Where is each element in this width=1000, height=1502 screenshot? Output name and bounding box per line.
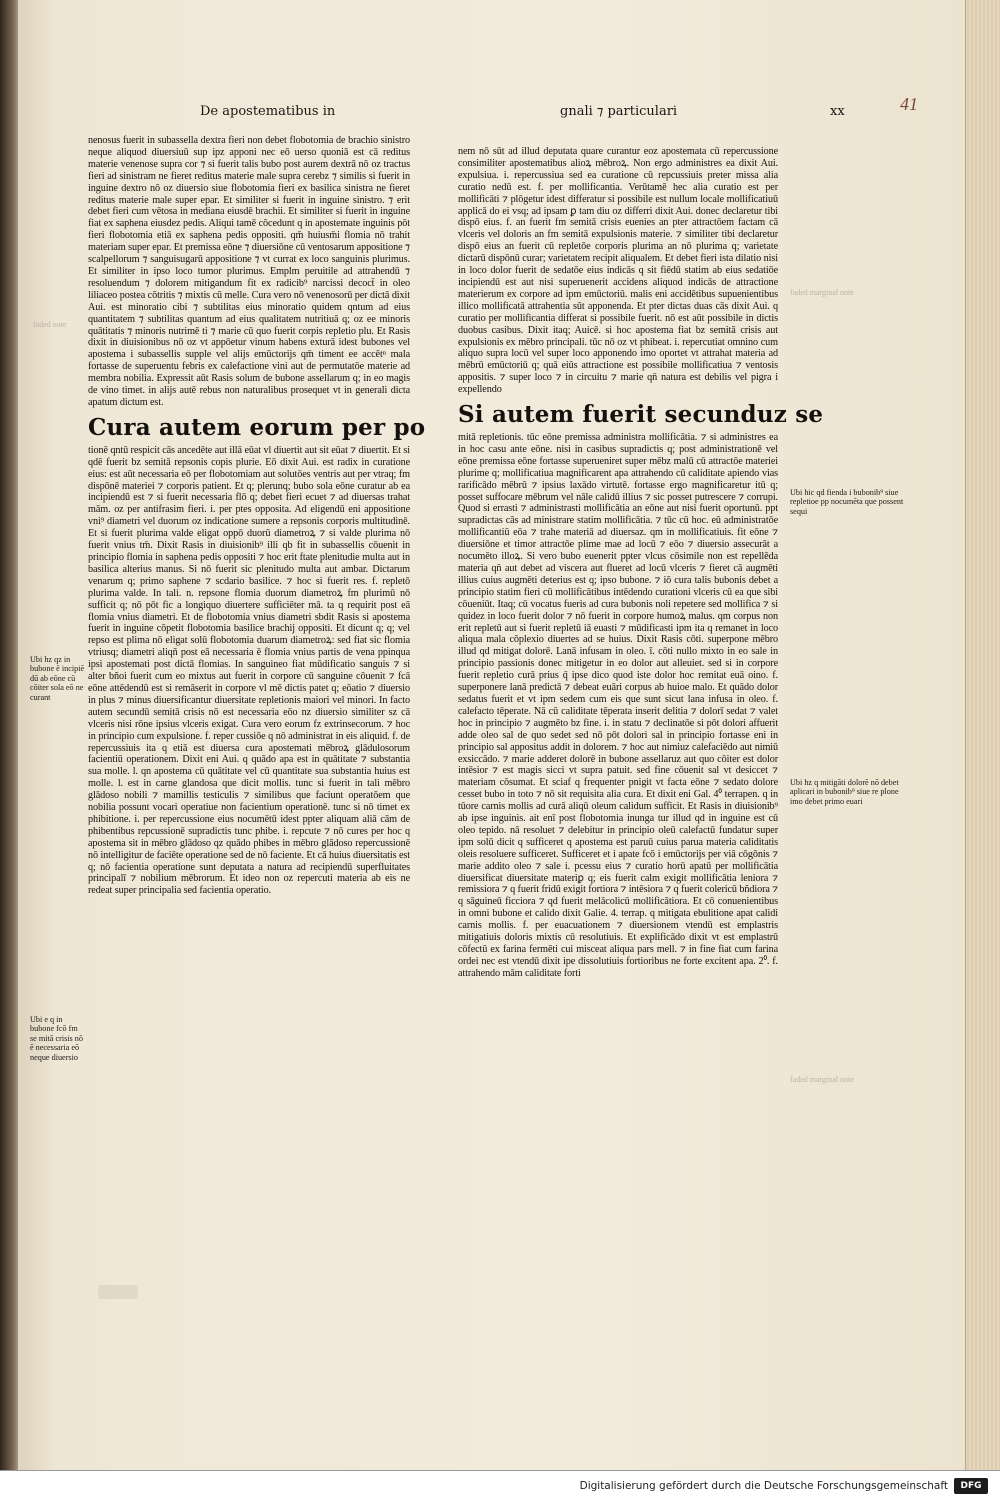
faded-marginal-note-3: faded note bbox=[33, 320, 67, 329]
header-left: De apostematibus in bbox=[200, 104, 336, 119]
running-header bbox=[0, 104, 1000, 128]
left-text-column bbox=[88, 135, 426, 1305]
faded-marginal-note-1: faded marginal note bbox=[790, 288, 854, 297]
left-paragraph-2: tionē qntū respicit cās ancedēte aut illā eūat vl diuertit aut sit eūat ⁊ diuertit. Et si qdē fuerit bz semitā repsonis copis plurie. Eō dixit Aui. est radix in curatione eius: est aūt necessaria eō per flobotomiam aut solutōes ventris aut per vtraq; fm dispōnē materiei ⁊ corporis patient. Et q; plerunq; bubo sola eōne curatur ab ea incipiendū est ⁊ si fuerit necessaria flō q; debet fieri ecuet ⁊ ad diuersas trahat mām. oz per antifrasim fieri. i. per ptes opposita. Ad eligendū eni appositione vni⁹ diametri vel duorum oz indicatione sumere a repsonis corporis multitudinē. Et si fuerit plurima valde eligat oppō duorū diametroꝝ ⁊ si valde plurima nō fuerit vnius tm̄. Dixit Rasis in diuisionib⁹ illi qb fit in subassellis cōuenit in principio flomia in saphena pedis oppositi ⁊ hoc erit ftate plenitudie multa aut in basilica alterius manus. Si nō fuerit sic plenitudo multa aut ambar. Dictarum venarum q; primo saphene ⁊ scdario basilice. ⁊ hoc si fuerit res. f. repletō plurima valde. In tali. n. repsone flomia duorum diametroꝝ fm plurimū nō sufficit q; nō pōt fic a longiquo diuertere sufficiēter mā. ta q requirit post eā flomia vnius diametri. Et de flobotomia vnius diametri sbdit Rasis si apostema fuerit in inguine cōpetit flobotomia basilice brachij oppositi. Et dicunt q; q; vel repso est plima nō eligat solū flobotomia duarum diametroꝝ: sed fiat sic flomia vtriusq; diametri aliqñ post eā necessaria ē flomia vnius partis de vena ppinqua ipsi apostemati post dictā flomias. In sanguineo fiat mūdificatio sanguis ⁊ si alter bñoi fuerit cum eo mixtus aut fuerit in corpore cū sanguine cōuenit ⁊ fcā eōne attēdendū est si remāserit in corpore vl mē dictis patet q; eōatio ⁊ diuersio in plus ⁊ minus diuersificantur diuersitate repletionis maiori vel minori. In facto autem secundū semitā crisis nō est necessaria eōo nz diuersio similiter sz cā vlceris nisi rōne ipsius vlceris exigat. Cura vero eorum fz extrinsecorum. ⁊ hoc in principio cum expulsione. f. reper cussiōe q nō administrat in eis aliquid. f. de repercussiuis ita q etiā est diuersa cura apostemati mēbroꝝ glādulosorum facientiū operationem. Dixit eni Aui. q quādo apa est in quātitate ⁊ substantia sua molle. l. qn apostema cū quātitate vel cū quantitate sua substantia huius est molle. l. est in carne glandosa que dicit mollis. tunc si fuerit in tali mēbro glādoso nobili ⁊ mamillis testiculis ⁊ similibus que faciunt operatōem que nobilia possunt vocari operatiue non facientium operationē. tunc si nō timet ex phibitione. i. per repercussione eius nocumētū idest ppter aliquam aliā cām de phibentibus repcussionē supradictis tunc phibe. i. repcute ⁊ nō cures per hoc q apostema sit in mēbro glādoso qz quādo phibes in mēbro glādoso repercussionē nō intelligitur de faciēte operatione sed de nō faciente. Et cā huius diuersitatis est q; nō facientia operatione sunt deputata a natura ad recipiendū superfluitates principalī ⁊ nobilium mēbrorum. Et ideo non oz repercuti materia ab eis ne redeat super principalia sed facientia operatio. bbox=[88, 444, 410, 897]
marginal-note-left-1: Ubi hz qz in bubone ē incipiē dū ab eōne cū cōiter sola eō ne curant bbox=[30, 655, 85, 702]
folio-number: 41 bbox=[900, 94, 918, 114]
faded-marginal-note-2: faded marginal note bbox=[790, 1075, 854, 1084]
marginal-note-right-1: Ubi hic qd fienda i bubonib⁹ siue repletioe pp nocumēta que possent sequi bbox=[790, 488, 904, 516]
right-section-heading: Si autem fuerit secunduz se bbox=[458, 401, 824, 429]
footer-credit: Digitalisierung gefördert durch die Deutsche Forschungsgemeinschaft bbox=[579, 1480, 948, 1492]
right-paragraph-2: mitā repletionis. tūc eōne premissa administra mollificātia. ⁊ si administres ea in hoc casu ante eōne. nisi in casibus supradictis q; post administrationē vel eōne premissa eōne fortasse superueniret super mēbz malū cū attractōe materiei plurime q; mollificatiua magnificarent apa attrahendo cū caliditate apiendo vias rarificādo mēbrū ⁊ ipsius laxādo virtutē. fortasse ergo magnificaretur itū q; posset suffocare mēbrum vel nāle calidū illius ⁊ sic posset putrescere ⁊ corrupi. Quod si errasti ⁊ administrasti mollificātia an eōne aut nisi fuerit oportunū. ppt supradictas cās ad ministrare statim mollificātia. ⁊ tūc cū hoc. eū administratōe mollificantiū eōa ⁊ trahe materiā ad diuersaz. qm in mollificatiuis. fit eōne ⁊ diuersiōne et timor attractōe plime mae ad locū ⁊ eōo ⁊ diuersio assecurāt a nocumēto illoꝝ. Si vero bubo euenerit ppter vlcus cōsimile non est repellēda materia qn̄ aut debet ad viscera aut flueret ad locū vlceris ⁊ fieret cā augmēti illius cuius augmēti deterius est q; ipso bubone. ⁊ iō cura talis bubonis debet a principio statim fieri cū mollificātibus intēdendo curationi vlceris cū ea que sibi cōueniūt. Itaq; cū vocatus fueris ad cura bubonis noli repetere sed mollifica ⁊ si quidez in loco fuerit dolor ⁊ nō fuerit in corpore humoꝝ malus. qm corpus non erit repletū aut si fuerit repletū iā euasti ⁊ mūdificasti ipm ita q remanet in loco aliqua mala cōplexio diuertes ad se huius. Dixit Rasis cōti. superpone mēbro illud qd mitigat dolorē. Lanā infusam in oleo. ī. cōti nullo mixto in eo sale in principio passionis donec mitigetur in eo dolor aut alleuiet. sed si in corpore fuerit repletio curā prius q̄ ipse dico quod iste dolor hoc remitat euā oino. f. superponere lanā predictā ⁊ debeat euāri corpus ab huioe malo. Et quādo dolor sedatus fuerit et vt ipm sedem cum eis que sunt sicut lana infusa in oleo. f. calefacto tēperate. Nā cū caliditate tēperata inserit delitia ⁊ dolorī sedat ⁊ valet hoc in principio ⁊ augmēto bz fine. i. in statu ⁊ declinatōe si pōt dolori affuerit adde oleo sal de quo sedet sed nō pōt dolori sal in principio fortasse eni in principio sal appositus addit in dolorem. ⁊ hoc aut nimiuz calefaciēdo aut nimiū exsiccādo. ⁊ marie adderet dolorē in bubone assellaruz aut quo cōiter est dolor intēsior ⁊ est magis sicci vt supra patuit. sed fine cōuenit sal vt desiccet ⁊ materiam cōsumat. Et sciaf q frequenter pnigit vt facta eōne ⁊ sedato dolore cesset bubo in toto ⁊ nō sit requisita alia cura. Et dixit eni Gal. 4⁰ terrapen. q in tūore carnis mollis ad curā aliqū oleum calidum sufficit. Et Rasis in diuisionib⁹ ab ipse inguinis. ait enī post flobotomia inunga tur illud qd in inguine est cū oleo tepido. nā resoluet ⁊ delebitur in principio oleū calefactū fundatur super ipm solū dicit q sufficeret q apostema est paruū cuius parua materia caliditatis oleis resoluere sufficeret. Sufficeret et i apate fcō i emūctorijs per viā cōgōnis ⁊ marie addito oleo ⁊ sale i. pcessu eius ⁊ curatio horū apatū per mollificātia diuersificat diuersitate materiꝑ q; eis fuerit calm exigit mollificātia leniora ⁊ remissiora ⁊ q fuerit fridū exigit fortiora ⁊ intēsiora ⁊ q fuerit colericū bñdiora ⁊ q sāguineū ficciora ⁊ qd fuerit melācolicū mollificātiora. Et cō conuenientibus in omni bubone et calido dixit Galie. 4. terrap. q mitigata ebulitione apat calidi carnis mollis. f. per euacuationem ⁊ diuersionem vtendū est emplastris mitigatiuis doloris mixtis cū resolutiuis. Et explificādo dixit vt est emplastrū cōfectū ex farina fermēti cui misceat aliqua pars mell. ⁊ in fine fiat cum farina ordei nec est vtendū dixit ipe dissolutiuis fortioribus ne forte excitent apa. 2⁰. f. attrahendo mām caliditate forti bbox=[458, 432, 778, 979]
right-paragraph-1: nem nō sūt ad illud deputata quare curantur eoz apostemata cū repercussione consimiliter apostematibus alioꝝ mēbroꝝ. Non ergo administres ea dixit Aui. expulsiua. i. repercussiua sed ea curatione cū repcussiuis preter missa alia curatio nedū est. f. per mollificantia. Verūtamē hec alia curatio est per mollificāti ⁊ plōgetur idest differatur si possibile est nullum locale mollificatiuū applicā do ei vsq; ad ipsam ꝑ tam diu oz differri dixit Aui. donec declaretur tibi dispō eius. f. an fuerit fm semitā crisis euenies an pter attractōem factam cā vlceris vel doloris an fm semitā expulsionis materie. ⁊ similiter tibi declaretur dispō eius an fuerit cū repletōe corporis plurima an nō plurima q; varietate dictarū dispōnū curar; varietatem recipit aliqualem. Et debet fieri ista dilatio nisi in loco dolor fuerit de sedatōe eius indicās q sit fiēdū statim ab eius sedatiōe incipiendū est aut nisi superuenerit accidens aliquod indicās de attractione materierum ex corpore ad ipm emūctoriū. malis eni accidētibus supuenientibus illico mollificatā attrahentia sūt apponenda. Et pter dictas duas cās dixit Aui. q curatio per mollificantia differat si possibile fuerit. nō est aūt possibile in dictis duobus casibus. Dixit itaq; Auicē. si hoc apostema fiat bz semitā crisis aut expulsionis ex mēbro principali. tūc nō oz vt phibeat. i. repercutiat omnino cum aliquo supra locū vel super loco apponendo imo oportet vt attrahat materia ad mēbrū emūctoriū q; quā eiūs attractione est possibile mollificatiua ⁊ ventosis appositis. ⁊ super loco ⁊ in circuitu ⁊ marie qn̄ natura est debilis vel pigra i expellendo bbox=[458, 146, 778, 396]
faint-stamp-mark bbox=[98, 1285, 138, 1299]
dfg-logo: DFG bbox=[954, 1478, 988, 1494]
marginal-note-right-2: Ubi hz q mitigāti dolorē nō debet aplicari in bubonib⁹ siue re plone imo debet primo euari bbox=[790, 778, 899, 806]
left-paragraph-1: nenosus fuerit in subassella dextra fieri non debet flobotomia de brachio sinistro neque aliquod diuersiuū sup ipz apponi nec eō uerso quoniā est cā reditus materie venenose supra cor ⁊ si fuerit talis bubo post aurem dextrā nō oz tractus fieri ad sinistram ne fieret reditus materie male supra cerebz ⁊ similis si fuerit in inguine dextro nō oz diuersio siue flobotomia fieri ex basilica sinistra ne fieret reditus materie male super epar. Et similiter si fuerit in inguine sinistro. ⁊ erit debet fieri cum vētosa in mediana eiusdē brachii. Et similiter si fuerit in inguine fiat ex saphena eiusdez pedis. Aliqui tamē cōcedunt q in apostemate inguinis pōt fieri flobotomia etiā ex saphena pedis oppositi. qm̄ huiusm̄i flomia nō trahit materiam super epar. Et premissa eōne ⁊ diuersiōne cū ventosarum appositione ⁊ scalpellorum ⁊ sanguisugarū appositione ⁊ vt currat ex loco sanguinis plurimus. Et similiter in ipso loco tumor plurimus. Emplm peruitile ad attrahendū ⁊ resoluendum ⁊ dolorem mitigandum fit ex radicib⁹ narcissi decoct̄ in oleo liliaceo postea cōtritis ⁊ mixtis cū melle. Cura vero nō venenosorū per dictā dixit Aui. est minoratio cibi ⁊ subtilitas eius minoratio quidem qntum ad eius quantitatem ⁊ subtilitas quantum ad eius qualitatem nutritiuā q; oz ee minoris quātitatis ⁊ minoris nutrimē ti ⁊ marie cū quo fuerit corpis repletio plu. Et Rasis dixit in diuisionibus nō oz vt appōetur vinum habens exturā idest bubones vel apostema i subassellis supple vel alijs emūctorijs qm̄ timent ee accētⁿ mala fortasse de superuentu febris ex calefactione vini aut de permutatōe materie ad membra nobilia. Expressit aūt Rasis solum de bubone assellarum q; in eo magis de vino timet. in alijs autē rebus non naturalibus prosequet vt in generali dicta apatum dictum est. bbox=[88, 135, 410, 408]
left-section-heading: Cura autem eorum per po bbox=[88, 413, 426, 441]
marginal-note-left-2: Ubi e q in bubone fcō fm se mitā crisis nō ē necessaria eō neque diuersio bbox=[30, 1015, 83, 1062]
header-center: gnali ⁊ particulari bbox=[560, 104, 678, 119]
page-fore-edge bbox=[965, 0, 1000, 1470]
digitization-footer bbox=[0, 1470, 1000, 1502]
header-right: xx bbox=[830, 104, 845, 119]
